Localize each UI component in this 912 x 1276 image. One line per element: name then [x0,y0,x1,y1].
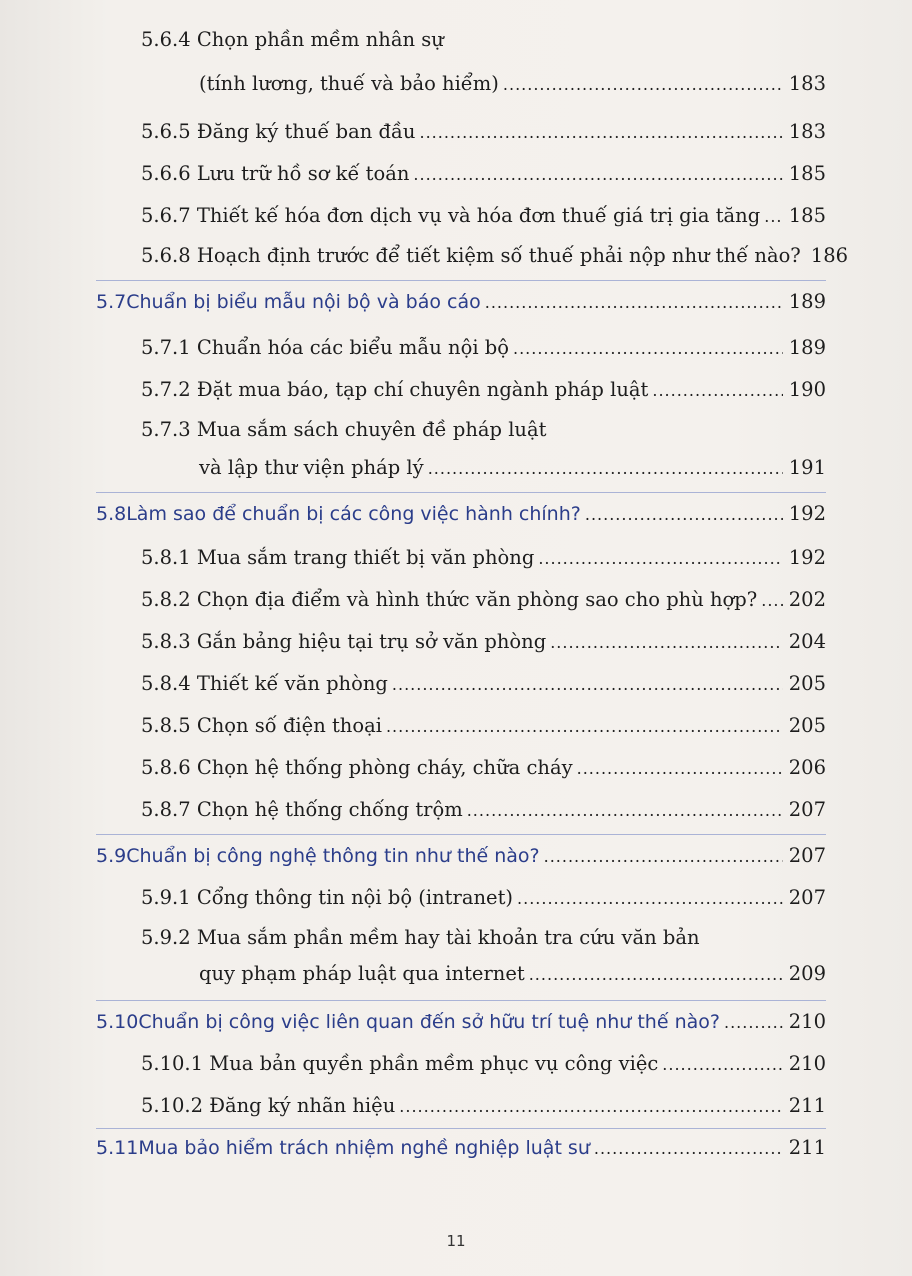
entry-page: 207 [788,798,826,821]
toc-entry-5-7-2[interactable] [141,378,826,401]
section-title: Mua bảo hiểm trách nhiệm nghề nghiệp luật sư [138,1137,590,1159]
entry-page: 204 [788,630,826,653]
dot-leader [585,505,783,524]
toc-entry-5-6-7[interactable] [141,204,826,227]
entry-number: 5.6.5 [141,120,191,143]
entry-title: Mua bản quyền phần mềm phục vụ công việc [209,1052,659,1075]
entry-number: 5.9.2 [141,926,191,949]
entry-title: Gắn bảng hiệu tại trụ sở văn phòng [196,630,547,653]
section-title: Chuẩn bị công nghệ thông tin như thế nào? [126,845,540,867]
entry-title: Đăng ký thuế ban đầu [196,120,416,143]
toc-entry-5-8-7[interactable] [141,798,826,821]
dot-leader [503,75,783,94]
toc-entry-5-9-2[interactable] [141,926,826,949]
entry-page: 192 [788,546,826,569]
toc-entry-5-8-5[interactable] [141,714,826,737]
toc-entry-5-8-1[interactable] [141,546,826,569]
toc-section-5-9[interactable] [96,844,826,867]
dot-leader [467,801,783,820]
entry-number: 5.8.4 [141,672,191,695]
entry-title: Hoạch định trước để tiết kiệm số thuế phải nộp như thế nào? [196,244,801,267]
entry-title: Thiết kế văn phòng [196,672,388,695]
toc-entry-5-8-3[interactable] [141,630,826,653]
section-title: Chuẩn bị biểu mẫu nội bộ và báo cáo [126,291,481,313]
entry-title: (tính lương, thuế và bảo hiểm) [199,72,499,95]
entry-page: 185 [788,162,826,185]
entry-number: 5.6.4 [141,28,191,51]
entry-page: 202 [788,588,826,611]
section-title: Làm sao để chuẩn bị các công việc hành chính? [126,503,581,525]
entry-title: Mua sắm phần mềm hay tài khoản tra cứu văn bản [196,926,700,949]
entry-number: 5.8.5 [141,714,191,737]
toc-entry-5-10-2[interactable] [141,1094,826,1117]
entry-title: Mua sắm sách chuyên đề pháp luật [196,418,547,441]
entry-page: 191 [788,456,826,479]
toc-entry-5-7-1[interactable] [141,336,826,359]
toc-entry-5-6-5[interactable] [141,120,826,143]
section-divider [96,280,826,281]
entry-page: 183 [788,120,826,143]
dot-leader [662,1055,782,1074]
entry-number: 5.8.3 [141,630,191,653]
entry-page: 192 [788,502,826,525]
toc-section-5-8[interactable] [96,502,826,525]
entry-number: 5.10.1 [141,1052,204,1075]
entry-page: 190 [788,378,826,401]
toc-entry-5-9-2-cont[interactable] [199,962,826,985]
entry-number: 5.7.2 [141,378,191,401]
entry-page: 205 [788,714,826,737]
dot-leader [413,165,782,184]
dot-leader [513,339,783,358]
section-number: 5.7 [96,291,127,313]
entry-number: 5.8.7 [141,798,191,821]
toc-entry-5-8-2[interactable] [141,588,826,611]
dot-leader [594,1139,783,1158]
entry-title: Chọn phần mềm nhân sự [196,28,444,51]
entry-number: 5.8.6 [141,756,191,779]
section-divider [96,492,826,493]
toc-entry-5-7-3-cont[interactable] [199,456,826,479]
dot-leader [724,1013,783,1032]
entry-page: 211 [788,1094,826,1117]
toc-entry-5-6-4[interactable] [141,28,826,51]
entry-page: 207 [788,886,826,909]
entry-title: Chọn hệ thống chống trộm [196,798,463,821]
dot-leader [428,459,783,478]
entry-number: 5.6.7 [141,204,191,227]
entry-page: 210 [788,1010,826,1033]
dot-leader [538,549,782,568]
dot-leader [419,123,782,142]
section-number: 5.8 [96,503,127,525]
toc-entry-5-7-3[interactable] [141,418,826,441]
entry-page: 189 [788,290,826,313]
entry-number: 5.9.1 [141,886,191,909]
entry-page: 209 [788,962,826,985]
dot-leader [764,207,783,226]
entry-title: Chọn hệ thống phòng cháy, chữa cháy [196,756,573,779]
entry-title: Cổng thông tin nội bộ (intranet) [196,886,514,909]
entry-title: Đặt mua báo, tạp chí chuyên ngành pháp luật [196,378,649,401]
entry-page: 207 [788,844,826,867]
toc-section-5-10[interactable] [96,1010,826,1033]
dot-leader [761,591,783,610]
toc-entry-5-9-1[interactable] [141,886,826,909]
toc-entry-5-6-8[interactable] [141,244,849,267]
entry-page: 185 [788,204,826,227]
entry-number: 5.6.6 [141,162,191,185]
entry-page: 205 [788,672,826,695]
toc-section-5-7[interactable] [96,290,826,313]
section-divider [96,1000,826,1001]
entry-number: 5.10.2 [141,1094,204,1117]
dot-leader [386,717,783,736]
entry-number: 5.8.1 [141,546,191,569]
entry-number: 5.7.3 [141,418,191,441]
entry-title: và lập thư viện pháp lý [199,456,424,479]
section-divider [96,834,826,835]
section-title: Chuẩn bị công việc liên quan đến sở hữu trí tuệ như thế nào? [138,1011,720,1033]
entry-title: Chuẩn hóa các biểu mẫu nội bộ [196,336,509,359]
dot-leader [550,633,783,652]
entry-title: Đăng ký nhãn hiệu [209,1094,396,1117]
entry-title: Chọn địa điểm và hình thức văn phòng sao cho phù hợp? [196,588,758,611]
section-number: 5.9 [96,845,127,867]
toc-section-5-11[interactable] [96,1136,826,1159]
toc-entry-5-8-4[interactable] [141,672,826,695]
dot-leader [544,847,783,866]
dot-leader [517,889,783,908]
section-number: 5.11 [96,1137,139,1159]
toc-entry-5-6-4-cont[interactable] [199,72,826,95]
dot-leader [399,1097,783,1116]
entry-page: 186 [810,244,849,267]
entry-page: 183 [788,72,826,95]
entry-page: 210 [788,1052,826,1075]
toc-entry-5-8-6[interactable] [141,756,826,779]
dot-leader [529,965,783,984]
entry-number: 5.6.8 [141,244,191,267]
entry-title: Thiết kế hóa đơn dịch vụ và hóa đơn thuế giá trị gia tăng [196,204,761,227]
entry-title: Mua sắm trang thiết bị văn phòng [196,546,535,569]
dot-leader [652,381,782,400]
entry-title: Chọn số điện thoại [196,714,382,737]
toc-entry-5-10-1[interactable] [141,1052,826,1075]
section-divider [96,1128,826,1129]
dot-leader [577,759,783,778]
entry-page: 189 [788,336,826,359]
entry-page: 211 [788,1136,826,1159]
dot-leader [392,675,783,694]
dot-leader [485,293,783,312]
entry-number: 5.7.1 [141,336,191,359]
toc-entry-5-6-6[interactable] [141,162,826,185]
entry-title: Lưu trữ hồ sơ kế toán [196,162,410,185]
section-number: 5.10 [96,1011,139,1033]
entry-title: quy phạm pháp luật qua internet [199,962,525,985]
entry-page: 206 [788,756,826,779]
entry-number: 5.8.2 [141,588,191,611]
page-number: 11 [446,1232,466,1250]
